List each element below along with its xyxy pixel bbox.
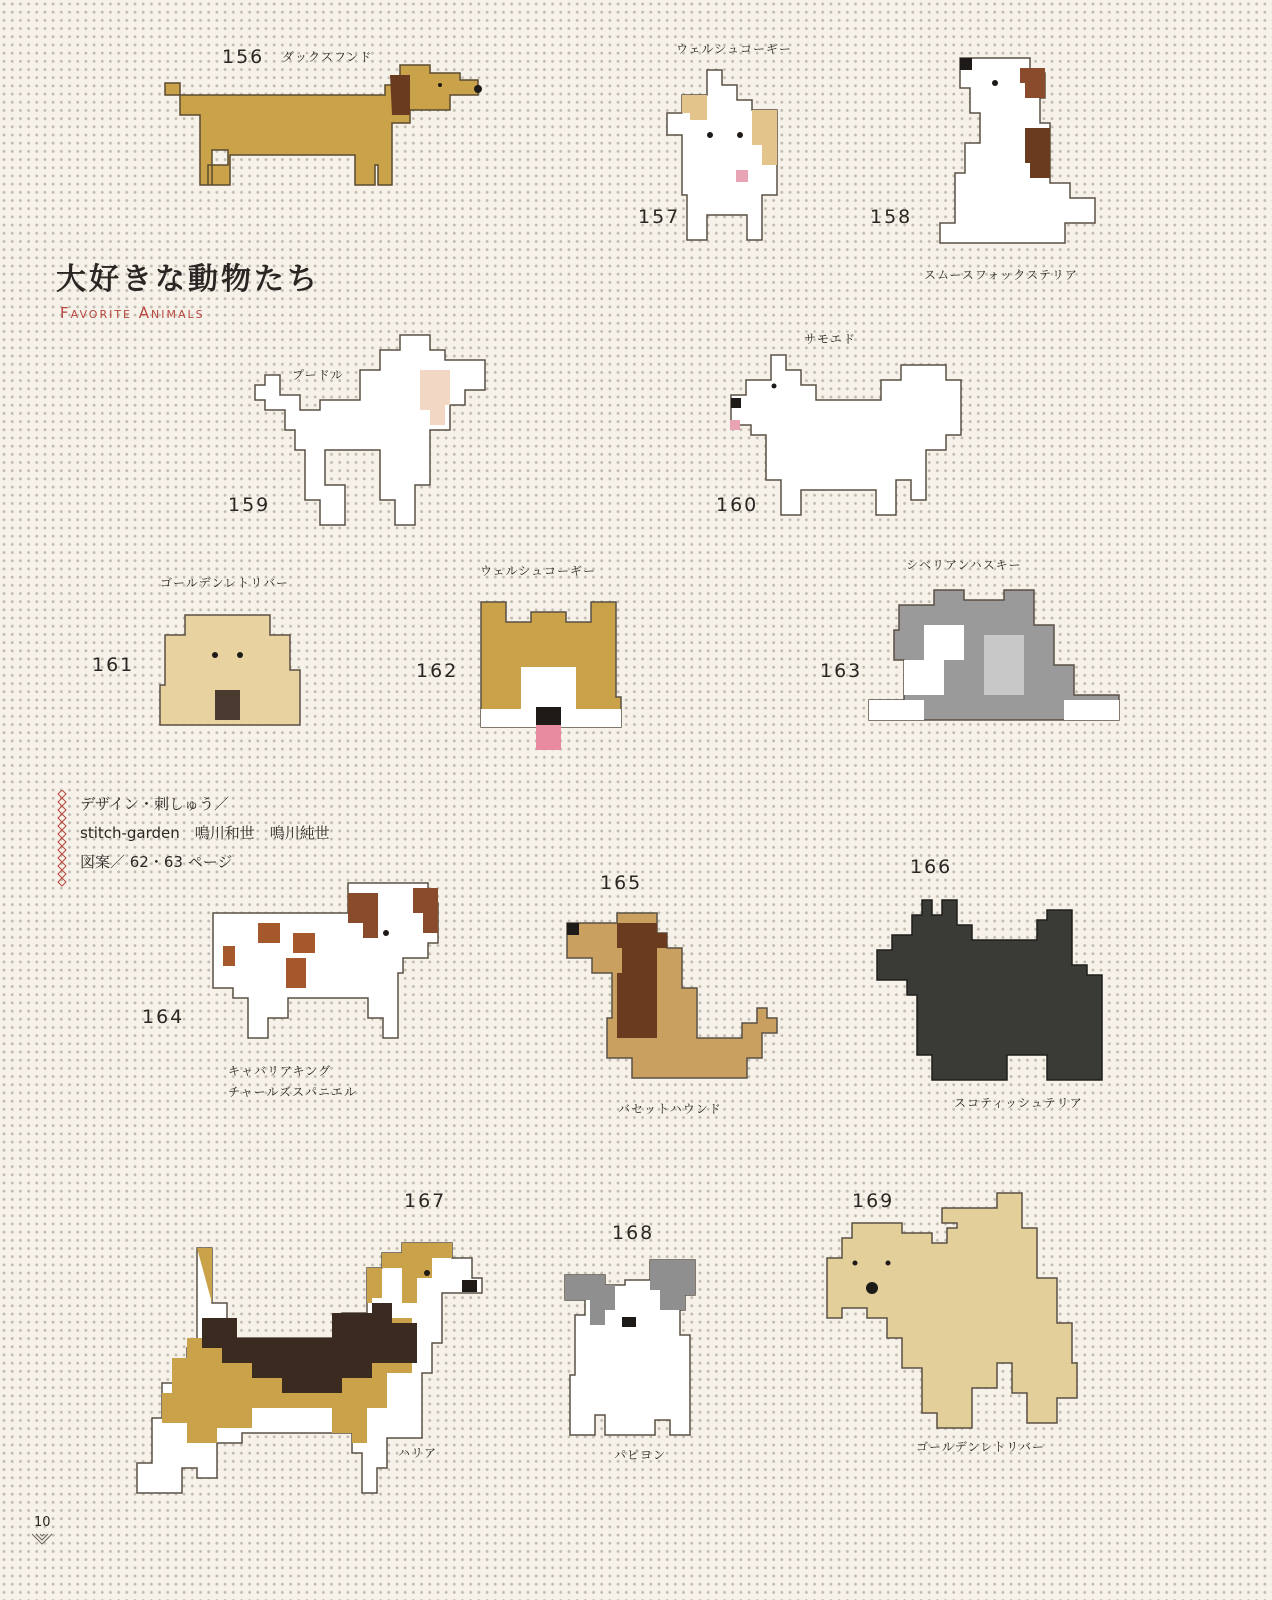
pattern-number-166: 166 [910,856,953,878]
page-ornament-icon [30,1532,54,1546]
pattern-name-159: プードル [292,368,344,382]
pattern-name-169: ゴールデンレトリバー [916,1440,1045,1454]
pattern-number-169: 169 [852,1190,895,1212]
credits-pages: 図案／ 62・63 ページ [80,853,233,871]
pattern-number-162: 162 [416,660,459,682]
pattern-name-163: シベリアンハスキー [906,558,1022,572]
pattern-number-157: 157 [638,206,681,228]
pattern-name-165: バセットハウンド [618,1102,722,1116]
page-title: 大好きな動物たち [56,262,320,297]
dachshund-stitch-pattern [160,55,490,190]
page-subtitle: Favorite Animals [60,304,205,322]
pattern-name-168: パピヨン [614,1448,667,1462]
basset-hound-stitch-pattern [562,908,792,1088]
pattern-number-158: 158 [870,206,913,228]
pattern-number-159: 159 [228,494,271,516]
pattern-name-156: ダックスフンド [282,50,373,64]
pattern-name-167: ハリア [398,1446,438,1460]
golden-retriever-stitch-pattern [822,1188,1092,1438]
siberian-husky-stitch-pattern [864,585,1124,740]
pattern-name-164-line2: チャールズスパニエル [228,1085,358,1099]
pattern-name-157: ウェルシュコーギー [676,42,792,56]
pattern-number-163: 163 [820,660,863,682]
poodle-stitch-pattern [250,330,500,535]
page-number: 10 [34,1515,51,1530]
pattern-number-165: 165 [600,872,643,894]
pattern-name-166: スコティッシュテリア [954,1096,1083,1110]
corgi-head-stitch-pattern [476,597,626,757]
pattern-number-167: 167 [404,1190,447,1212]
cavalier-spaniel-stitch-pattern [208,878,453,1053]
pattern-name-161: ゴールデンレトリバー [160,576,289,590]
harrier-stitch-pattern [132,1228,492,1500]
fox-terrier-stitch-pattern [935,53,1105,253]
credits-authors: stitch-garden 鳴川和世 鳴川純世 [80,824,330,842]
pattern-name-164-line1: キャバリアキング [228,1064,332,1078]
pattern-number-164: 164 [142,1006,185,1028]
credits-block [52,790,330,877]
pattern-name-162: ウェルシュコーギー [480,564,596,578]
pattern-number-160: 160 [716,494,759,516]
pattern-number-161: 161 [92,654,135,676]
pattern-number-156: 156 [222,46,265,68]
samoyed-stitch-pattern [726,350,971,525]
scottish-terrier-stitch-pattern [872,895,1112,1085]
pattern-number-168: 168 [612,1222,655,1244]
pattern-name-158: スムースフォックステリア [924,268,1078,282]
pattern-name-160: サモエド [804,332,857,346]
credits-rule [56,790,68,890]
golden-retriever-puppy-stitch-pattern [155,610,305,730]
credits-design: デザイン・刺しゅう／ [80,795,229,813]
corgi-puppy-stitch-pattern [662,65,797,245]
papillon-stitch-pattern [560,1255,705,1440]
